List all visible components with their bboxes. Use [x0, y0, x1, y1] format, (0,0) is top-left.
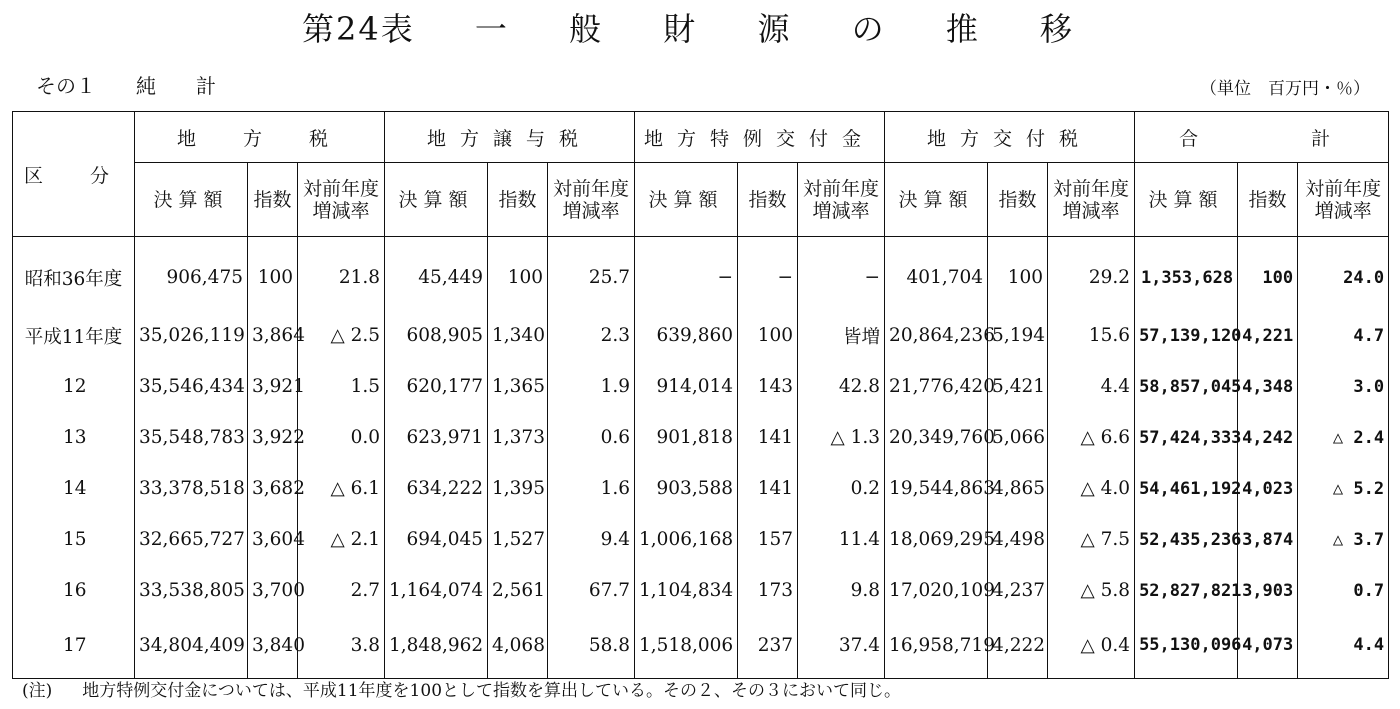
row-label: 15 — [13, 514, 135, 565]
table-cell: 100 — [1238, 237, 1298, 311]
table-cell: 9.4 — [548, 514, 635, 565]
table-cell: 4,073 — [1238, 616, 1298, 679]
row-label: 昭和36年度 — [13, 237, 135, 311]
row-label: 14 — [13, 463, 135, 514]
table-cell: 4,221 — [1238, 310, 1298, 361]
table-cell: 35,546,434 — [135, 361, 248, 412]
row-label: 17 — [13, 616, 135, 679]
table-cell: 67.7 — [548, 565, 635, 616]
table-cell: 16,958,719 — [885, 616, 988, 679]
table-cell: 35,026,119 — [135, 310, 248, 361]
table-cell: 29.2 — [1048, 237, 1135, 311]
table-cell: 0.7 — [1298, 565, 1389, 616]
table-cell: 32,665,727 — [135, 514, 248, 565]
group-header-transfer-tax: 地方譲与税 — [385, 112, 635, 163]
table-cell: 18,069,295 — [885, 514, 988, 565]
table-cell: 58,857,045 — [1135, 361, 1238, 412]
table-cell: 55,130,096 — [1135, 616, 1238, 679]
table-cell: 4,222 — [988, 616, 1048, 679]
table-row — [13, 463, 1389, 514]
table-cell: △ 1.3 — [798, 412, 885, 463]
table-cell: △ 7.5 — [1048, 514, 1135, 565]
table-cell: 5,066 — [988, 412, 1048, 463]
table-cell: 4,242 — [1238, 412, 1298, 463]
table-cell: 3,604 — [248, 514, 298, 565]
table-number: 第24表 — [301, 10, 415, 48]
header-index: 指数 — [248, 163, 298, 237]
table-cell: 100 — [988, 237, 1048, 311]
title-char: 財 — [663, 10, 698, 48]
header-amount: 決算額 — [385, 163, 488, 237]
page-title — [0, 4, 1400, 50]
table-cell: 33,378,518 — [135, 463, 248, 514]
table-cell: 634,222 — [385, 463, 488, 514]
header-amount: 決算額 — [135, 163, 248, 237]
table-cell: 914,014 — [635, 361, 738, 412]
footnote-mark: (注) — [22, 681, 53, 701]
table-cell: 45,449 — [385, 237, 488, 311]
header-rate: 対前年度 増減率 — [548, 163, 635, 237]
group-header-local-tax: 地 方 税 — [135, 112, 385, 163]
table-cell: 58.8 — [548, 616, 635, 679]
title-char: の — [851, 10, 886, 48]
table-cell: 3.0 — [1298, 361, 1389, 412]
group-header-total: 合 計 — [1135, 112, 1389, 163]
table-cell: 173 — [738, 565, 798, 616]
header-index: 指数 — [488, 163, 548, 237]
table-cell: 2,561 — [488, 565, 548, 616]
table-cell: 1,353,628 — [1135, 237, 1238, 311]
table-cell: 639,860 — [635, 310, 738, 361]
table-cell: 2.3 — [548, 310, 635, 361]
table-cell: 4,023 — [1238, 463, 1298, 514]
group-header-special-grant: 地方特例交付金 — [635, 112, 885, 163]
table-cell: 608,905 — [385, 310, 488, 361]
table-cell: 4,068 — [488, 616, 548, 679]
table-cell: 1,518,006 — [635, 616, 738, 679]
table-cell: 4,348 — [1238, 361, 1298, 412]
sub-header-row — [13, 163, 1389, 237]
table-cell: 901,818 — [635, 412, 738, 463]
table-cell: 5,421 — [988, 361, 1048, 412]
header-rate: 対前年度 増減率 — [1298, 163, 1389, 237]
table-cell: 3,903 — [1238, 565, 1298, 616]
table-cell: 141 — [738, 463, 798, 514]
table-row — [13, 237, 1389, 311]
table-cell: 5,194 — [988, 310, 1048, 361]
table-cell: 237 — [738, 616, 798, 679]
table-cell: 25.7 — [548, 237, 635, 311]
table-cell: 57,424,333 — [1135, 412, 1238, 463]
table-cell: 1,164,074 — [385, 565, 488, 616]
table-cell: 3,921 — [248, 361, 298, 412]
table-cell: 1,340 — [488, 310, 548, 361]
table-cell: 4.7 — [1298, 310, 1389, 361]
table-cell: 620,177 — [385, 361, 488, 412]
table-cell: △ 2.4 — [1298, 412, 1389, 463]
table-cell: 21.8 — [298, 237, 385, 311]
table-cell: 100 — [488, 237, 548, 311]
header-rate: 対前年度 増減率 — [798, 163, 885, 237]
title-char: 推 — [945, 10, 980, 48]
row-label: 16 — [13, 565, 135, 616]
table-row — [13, 310, 1389, 361]
header-index: 指数 — [988, 163, 1048, 237]
header-amount: 決算額 — [885, 163, 988, 237]
table-cell: 3,682 — [248, 463, 298, 514]
group-header-row — [13, 112, 1389, 163]
title-char: 移 — [1040, 10, 1075, 48]
header-amount: 決算額 — [1135, 163, 1238, 237]
table-cell: 100 — [248, 237, 298, 311]
table-cell: 9.8 — [798, 565, 885, 616]
header-amount: 決算額 — [635, 163, 738, 237]
table-cell: 1,104,834 — [635, 565, 738, 616]
table-cell: 35,548,783 — [135, 412, 248, 463]
table-cell: 1,373 — [488, 412, 548, 463]
title-char: 一 — [474, 10, 509, 48]
table-cell: 34,804,409 — [135, 616, 248, 679]
unit-label: （単位 百万円・％） — [1200, 79, 1370, 99]
table-cell: △ 6.6 — [1048, 412, 1135, 463]
table-cell: 皆増 — [798, 310, 885, 361]
section-part: その１ — [36, 74, 96, 98]
table-cell: 20,864,236 — [885, 310, 988, 361]
table-cell: 143 — [738, 361, 798, 412]
footnote-text: 地方特例交付金については、平成11年度を100として指数を算出している。その２、その３において同じ。 — [82, 681, 902, 701]
table-cell: 17,020,109 — [885, 565, 988, 616]
table-cell: 4,498 — [988, 514, 1048, 565]
table-cell: − — [738, 237, 798, 311]
title-char: 般 — [569, 10, 604, 48]
group-header-allocation-tax: 地方交付税 — [885, 112, 1135, 163]
general-revenue-table — [12, 111, 1389, 679]
table-cell: △ 2.1 — [298, 514, 385, 565]
table-cell: 3,864 — [248, 310, 298, 361]
table-cell: 0.0 — [298, 412, 385, 463]
section-name: 純 計 — [136, 74, 216, 98]
table-cell: △ 6.1 — [298, 463, 385, 514]
section-subtitle — [36, 70, 216, 99]
table-cell: 1,006,168 — [635, 514, 738, 565]
table-row — [13, 565, 1389, 616]
table-cell: 15.6 — [1048, 310, 1135, 361]
table-cell: △ 0.4 — [1048, 616, 1135, 679]
table-cell: 1.9 — [548, 361, 635, 412]
table-row — [13, 616, 1389, 679]
table-cell: 21,776,420 — [885, 361, 988, 412]
table-cell: 1,527 — [488, 514, 548, 565]
table-cell: 903,588 — [635, 463, 738, 514]
table-cell: 3,700 — [248, 565, 298, 616]
table-cell: 1,365 — [488, 361, 548, 412]
table-cell: △ 3.7 — [1298, 514, 1389, 565]
table-cell: 52,435,236 — [1135, 514, 1238, 565]
table-cell: 4.4 — [1048, 361, 1135, 412]
header-index: 指数 — [1238, 163, 1298, 237]
header-rate: 対前年度 増減率 — [1048, 163, 1135, 237]
table-cell: △ 5.8 — [1048, 565, 1135, 616]
table-cell: 4.4 — [1298, 616, 1389, 679]
table-cell: 100 — [738, 310, 798, 361]
table-row — [13, 412, 1389, 463]
table-cell: △ 5.2 — [1298, 463, 1389, 514]
table-cell: − — [798, 237, 885, 311]
table-cell: 0.6 — [548, 412, 635, 463]
table-cell: 1,848,962 — [385, 616, 488, 679]
table-cell: 33,538,805 — [135, 565, 248, 616]
table-cell: 3.8 — [298, 616, 385, 679]
table-cell: △ 4.0 — [1048, 463, 1135, 514]
row-label: 平成11年度 — [13, 310, 135, 361]
table-cell: 19,544,863 — [885, 463, 988, 514]
table-cell: 1,395 — [488, 463, 548, 514]
table-cell: 401,704 — [885, 237, 988, 311]
table-cell: 20,349,760 — [885, 412, 988, 463]
table-cell: 57,139,120 — [1135, 310, 1238, 361]
table-cell: 54,461,192 — [1135, 463, 1238, 514]
row-label: 13 — [13, 412, 135, 463]
table-cell: 0.2 — [798, 463, 885, 514]
header-index: 指数 — [738, 163, 798, 237]
table-cell: 2.7 — [298, 565, 385, 616]
table-cell: 623,971 — [385, 412, 488, 463]
table-cell: 4,865 — [988, 463, 1048, 514]
row-header: 区 分 — [13, 112, 135, 237]
table-cell: 37.4 — [798, 616, 885, 679]
table-cell: △ 2.5 — [298, 310, 385, 361]
table-cell: 4,237 — [988, 565, 1048, 616]
table-cell: 1.5 — [298, 361, 385, 412]
footnote — [22, 676, 901, 701]
table-row — [13, 361, 1389, 412]
table-cell: 52,827,821 — [1135, 565, 1238, 616]
table-cell: 906,475 — [135, 237, 248, 311]
table-cell: 3,840 — [248, 616, 298, 679]
row-label: 12 — [13, 361, 135, 412]
header-rate: 対前年度 増減率 — [298, 163, 385, 237]
table-cell: 11.4 — [798, 514, 885, 565]
table-cell: − — [635, 237, 738, 311]
title-char: 源 — [757, 10, 792, 48]
table-cell: 694,045 — [385, 514, 488, 565]
table-cell: 157 — [738, 514, 798, 565]
table-cell: 42.8 — [798, 361, 885, 412]
table-cell: 141 — [738, 412, 798, 463]
table-cell: 1.6 — [548, 463, 635, 514]
table-cell: 24.0 — [1298, 237, 1389, 311]
table-cell: 3,874 — [1238, 514, 1298, 565]
table-cell: 3,922 — [248, 412, 298, 463]
table-row — [13, 514, 1389, 565]
